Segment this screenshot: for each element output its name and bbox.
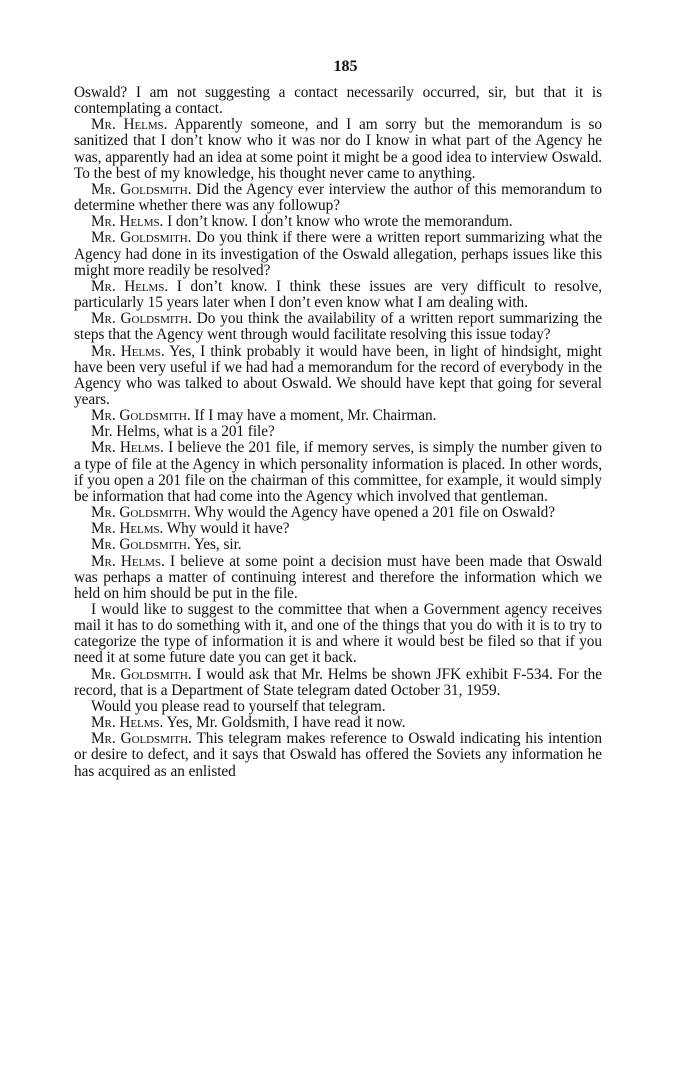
- page-number: 185: [333, 58, 358, 75]
- paragraph: [74, 85, 602, 117]
- speaker-name: Mr. Helms.: [91, 520, 164, 538]
- paragraph-text: Why would the Agency have opened a 201 file on Oswald?: [194, 504, 556, 522]
- paragraph-text: Do you think the availability of a written report summarizing the steps that the Agency went through would facilitate resolving this issue today?: [74, 310, 602, 344]
- speaker-name: Mr. Goldsmith.: [91, 730, 192, 748]
- speaker-name: Mr. Goldsmith.: [91, 504, 191, 522]
- paragraph: [74, 554, 602, 602]
- paragraph: [74, 667, 602, 699]
- paragraph-text: Do you think if there were a written report summarizing what the Agency had done in its investigation of the Oswald allegation, perhaps issues like this might more readily be resolved?: [74, 229, 603, 279]
- paragraph-text: Did the Agency ever interview the author of this memorandum to determine whether there was any followup?: [74, 180, 603, 215]
- speaker-name: Mr. Goldsmith.: [91, 536, 191, 554]
- speaker-name: Mr. Goldsmith.: [91, 665, 192, 683]
- speaker-name: Mr. Helms.: [91, 439, 164, 457]
- paragraph: [74, 602, 602, 667]
- speaker-name: Mr. Helms.: [91, 714, 164, 732]
- paragraph-text: Yes, I think probably it would have been, in light of hindsight, might have been very useful if we had had a memorandum for the record of everybody in the Agency who was talked to about Oswald. We should have kept that going for several years.: [74, 342, 603, 408]
- paragraph-text: Oswald? I am not suggesting a contact necessarily occurred, sir, but that it is contemplating a contact.: [74, 84, 602, 118]
- paragraph-text: I believe at some point a decision must have been made that Oswald was perhaps a matter of continuing interest and therefore the information which we held on him should be put in the file.: [74, 552, 602, 602]
- paragraph-text: I don’t know. I don’t know who wrote the memorandum.: [167, 213, 513, 231]
- paragraph-text: Mr. Helms, what is a 201 file?: [91, 423, 275, 441]
- paragraph: [74, 537, 602, 553]
- paragraph-text: Yes, sir.: [193, 536, 242, 554]
- paragraph: [74, 214, 602, 230]
- paragraph-text: This telegram makes reference to Oswald indicating his intention or desire to defect, and it says that Oswald has offered the Soviets any information he has acquired as an enlisted: [74, 730, 603, 780]
- paragraph: [74, 279, 602, 311]
- paragraph: [74, 344, 602, 409]
- transcript-body: [74, 85, 602, 780]
- speaker-name: Mr. Helms.: [91, 552, 165, 570]
- speaker-name: Mr. Helms.: [91, 116, 168, 134]
- paragraph-text: Why would it have?: [166, 520, 290, 538]
- paragraph: [74, 731, 602, 779]
- paragraph-text: If I may have a moment, Mr. Chairman.: [194, 407, 437, 425]
- paragraph: [74, 440, 602, 505]
- paragraph: [74, 230, 602, 278]
- paragraph: [74, 521, 602, 537]
- paragraph: [74, 424, 602, 440]
- speaker-name: Mr. Helms.: [91, 342, 165, 360]
- paragraph: [74, 311, 602, 343]
- speaker-name: Mr. Goldsmith.: [91, 180, 192, 198]
- paragraph: [74, 117, 602, 182]
- speaker-name: Mr. Helms.: [91, 277, 169, 295]
- speaker-name: Mr. Goldsmith.: [91, 310, 192, 328]
- speaker-name: Mr. Helms.: [91, 213, 164, 231]
- paragraph: [74, 182, 602, 214]
- paragraph-text: Apparently someone, and I am sorry but the memorandum is so sanitized that I don’t know who it was nor do I know in what part of the Agency he was, apparently had an idea at some point it might be a good idea to interview Oswald. To the best of my knowledge, his thought never came to anything.: [74, 116, 602, 182]
- paragraph-text: I would ask that Mr. Helms be shown JFK exhibit F-534. For the record, that is a Department of State telegram dated October 31, 1959.: [74, 665, 602, 699]
- paragraph: [74, 715, 602, 731]
- paragraph-text: I would like to suggest to the committee that when a Government agency receives mail it has to do something with it, and one of the things that you do with it is to try to categorize the type of information it is and where it would best be filed so that if you need it at some future date you can get it back.: [74, 601, 602, 667]
- paragraph: [74, 408, 602, 424]
- paragraph-text: I believe the 201 file, if memory serves, is simply the number given to a type of file at the Agency in which personality information is placed. In other words, if you open a 201 file on the chairman of this committee, for example, it would simply be information that had come into the Agency which involved that gentleman.: [74, 439, 603, 505]
- speaker-name: Mr. Goldsmith.: [91, 229, 192, 247]
- speaker-name: Mr. Goldsmith.: [91, 407, 191, 425]
- paragraph-text: Would you please read to yourself that telegram.: [91, 697, 386, 715]
- paragraph-text: I don’t know. I think these issues are very difficult to resolve, particularly 15 years later when I don’t even know what I am dealing with.: [74, 277, 603, 312]
- paragraph-text: Yes, Mr. Goldsmith, I have read it now.: [166, 714, 406, 732]
- paragraph: [74, 699, 602, 715]
- paragraph: [74, 505, 602, 521]
